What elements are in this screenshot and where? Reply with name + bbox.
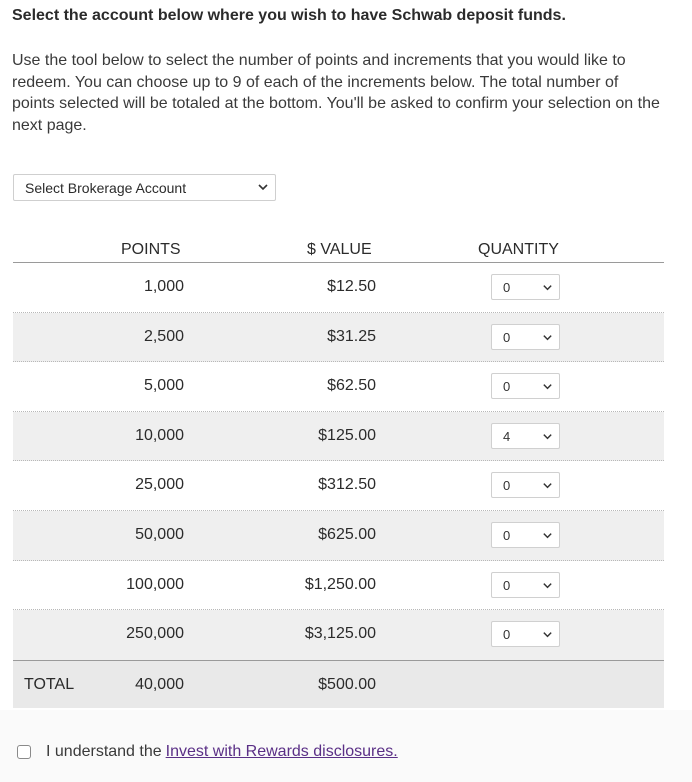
total-label: TOTAL [24,675,75,693]
quantity-select[interactable] [491,472,560,498]
chevron-down-icon [542,381,553,392]
quantity-select[interactable] [491,274,560,300]
chevron-down-icon [542,530,553,541]
row-value: $3,125.00 [304,625,376,643]
row-value: $625.00 [318,525,376,543]
intro-text: Use the tool below to select the number of points and increments that you would like to redeem. You can choose up to 9 of each of the increments below. The total number of points selected will be totaled at the bottom. You'll be asked to confirm your selection on the next page. [12,52,660,134]
chevron-down-icon [542,282,553,293]
quantity-value: 0 [503,627,511,643]
quantity-select[interactable] [491,324,560,350]
table-header [13,238,664,263]
quantity-value: 4 [503,428,511,444]
quantity-select[interactable] [491,522,560,548]
chevron-down-icon [542,629,553,640]
total-points: 40,000 [135,675,184,693]
table-row [13,610,664,660]
row-value: $1,250.00 [304,575,376,593]
row-points: 2,500 [143,327,184,345]
quantity-select[interactable] [491,621,560,647]
table-row [13,313,664,363]
header-value: $ VALUE [307,241,372,258]
row-value: $62.50 [327,377,376,395]
brokerage-account-select[interactable] [13,174,276,201]
agree-checkbox[interactable] [17,745,31,759]
table-row [13,362,664,412]
row-value: $31.25 [327,327,376,345]
chevron-down-icon [542,580,553,591]
page-heading: Select the account below where you wish to have Schwab deposit funds. [12,7,566,24]
quantity-value: 0 [503,280,511,295]
row-points: 10,000 [135,426,184,444]
row-value: $12.50 [327,278,376,295]
chevron-down-icon [257,181,269,193]
quantity-select[interactable] [491,572,560,598]
row-value: $312.50 [318,476,376,494]
header-quantity: QUANTITY [478,241,559,258]
table-row [13,412,664,462]
quantity-select[interactable] [491,373,560,399]
row-points: 250,000 [126,625,184,643]
chevron-down-icon [542,332,553,343]
table-row [13,263,664,313]
row-points: 25,000 [135,476,184,494]
quantity-value: 0 [503,379,511,395]
quantity-value: 0 [503,577,511,593]
quantity-value: 0 [503,329,511,345]
table-row [13,561,664,611]
total-row [13,660,664,708]
agree-prefix: I understand the [46,743,162,760]
chevron-down-icon [542,480,553,491]
header-points: POINTS [121,241,181,258]
chevron-down-icon [542,431,553,442]
quantity-value: 0 [503,527,511,543]
redeem-table [13,238,664,708]
row-value: $125.00 [318,426,376,444]
table-row [13,461,664,511]
row-points: 100,000 [126,575,184,593]
account-select-label: Select Brokerage Account [25,179,187,196]
disclosures-link[interactable]: Invest with Rewards disclosures. [165,743,398,760]
quantity-select[interactable] [491,423,560,449]
quantity-value: 0 [503,478,511,494]
row-points: 50,000 [135,525,184,543]
row-points: 5,000 [143,377,184,395]
total-value: $500.00 [318,675,376,693]
disclosure-agreement [17,743,398,761]
table-row [13,511,664,561]
row-points: 1,000 [143,278,184,295]
